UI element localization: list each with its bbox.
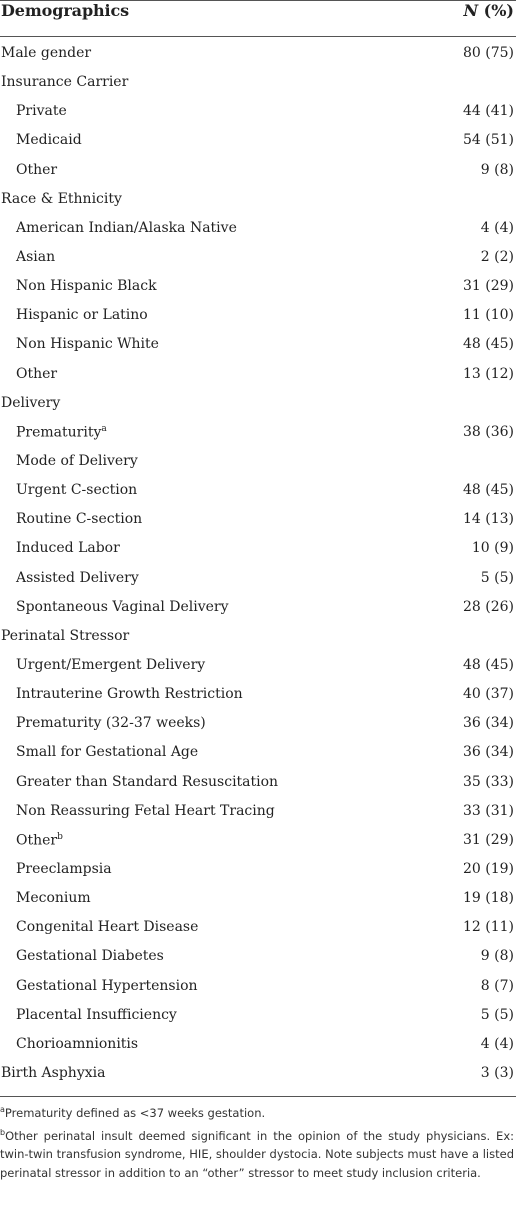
header-demographics: Demographics: [1, 1, 130, 20]
table-row: [0, 96, 516, 125]
row-label: [1, 395, 60, 411]
table-body: [0, 38, 516, 1087]
table-row: [0, 359, 516, 388]
row-label-text: Other: [16, 365, 58, 382]
row-label: [16, 599, 229, 615]
table-row: [0, 825, 516, 854]
row-label-text: Medicaid: [16, 132, 82, 149]
row-label-text: Non Reassuring Fetal Heart Tracing: [16, 802, 275, 819]
row-label: [16, 570, 139, 586]
row-label-text: Meconium: [16, 890, 91, 907]
row-label: [16, 336, 159, 352]
footnote-a-mark: a: [0, 1105, 5, 1114]
row-value: 8 (7): [480, 977, 514, 994]
row-label: [16, 832, 63, 849]
table-row: [0, 242, 516, 271]
row-value: 48 (45): [462, 336, 514, 353]
row-label-text: Insurance Carrier: [1, 74, 129, 91]
header-n-percent: [463, 1, 514, 20]
table-row: [0, 1029, 516, 1058]
table-row: [0, 971, 516, 1000]
row-label: [16, 278, 157, 294]
table-row: [0, 912, 516, 941]
row-value: 40 (37): [462, 686, 514, 703]
row-label-text: Non Hispanic White: [16, 336, 159, 353]
row-label: [16, 1007, 177, 1023]
row-label: [16, 715, 206, 731]
row-label: [16, 162, 57, 178]
table-row: [0, 504, 516, 533]
table-row: [0, 592, 516, 621]
row-label: [16, 1036, 138, 1052]
row-value: 28 (26): [462, 598, 514, 615]
row-label: [16, 744, 198, 760]
row-label: [1, 1065, 105, 1081]
row-value: 33 (31): [462, 802, 514, 819]
row-value: 36 (34): [462, 715, 514, 732]
row-value: 14 (13): [462, 511, 514, 528]
row-label-text: Asian: [16, 248, 56, 265]
table-row: [0, 1000, 516, 1029]
row-label-text: Hispanic or Latino: [16, 307, 148, 324]
row-value: 3 (3): [480, 1064, 514, 1081]
row-value: 38 (36): [462, 423, 514, 440]
row-value: 35 (33): [462, 773, 514, 790]
row-value: 9 (8): [480, 948, 514, 965]
table-row: [0, 854, 516, 883]
row-label-text: Non Hispanic Black: [16, 278, 157, 295]
row-value: 36 (34): [462, 744, 514, 761]
row-value: 31 (29): [462, 831, 514, 848]
row-label-text: Mode of Delivery: [16, 452, 138, 469]
table-row: [0, 708, 516, 737]
footnote-b: [0, 1124, 514, 1182]
footnote-a: [0, 1101, 514, 1122]
row-label: [1, 628, 129, 644]
row-value: 54 (51): [462, 132, 514, 149]
row-label: [16, 774, 278, 790]
footnote-a-text: Prematurity defined as <37 weeks gestation.: [4, 1105, 266, 1120]
row-label-text: Congenital Heart Disease: [16, 919, 199, 936]
table-row: [0, 67, 516, 96]
row-label: [16, 482, 137, 498]
table-row: [0, 475, 516, 504]
row-label: [16, 103, 67, 119]
row-label: [16, 511, 142, 527]
row-label-text: Preeclampsia: [16, 860, 112, 877]
table-row: [0, 650, 516, 679]
row-value: 48 (45): [462, 656, 514, 673]
row-label: [1, 74, 128, 90]
row-label-text: Other: [16, 161, 58, 178]
row-label: [16, 686, 243, 702]
row-value: 20 (19): [462, 860, 514, 877]
row-label-text: Routine C-section: [16, 511, 143, 528]
row-label-text: Small for Gestational Age: [16, 744, 199, 761]
table-bottom-rule: [0, 1096, 516, 1097]
row-label: [16, 132, 82, 148]
row-label-text: Assisted Delivery: [16, 569, 139, 586]
header-rule: [0, 36, 516, 37]
row-label-text: Placental Insufficiency: [16, 1006, 177, 1023]
row-label-text: Race & Ethnicity: [1, 190, 122, 207]
row-label: [16, 220, 237, 236]
table-row: [0, 300, 516, 329]
row-label: [16, 366, 57, 382]
table-row: [0, 767, 516, 796]
table-row: [0, 417, 516, 446]
table-row: [0, 1058, 516, 1087]
table-header: [0, 0, 516, 36]
table-row: [0, 621, 516, 650]
row-label: [16, 424, 107, 441]
row-label-text: Greater than Standard Resuscitation: [16, 773, 279, 790]
table-row: [0, 271, 516, 300]
row-label: [1, 191, 122, 207]
row-label-text: Chorioamnionitis: [16, 1035, 139, 1052]
header-n: N: [463, 1, 479, 20]
footnote-b-mark: b: [0, 1128, 6, 1137]
table-row: [0, 563, 516, 592]
table-row: [0, 883, 516, 912]
row-label-text: American Indian/Alaska Native: [16, 219, 237, 236]
header-percent: (%): [478, 1, 514, 20]
row-value: 10 (9): [471, 540, 514, 557]
row-label-text: Gestational Hypertension: [16, 977, 198, 994]
table-row: [0, 38, 516, 67]
row-label-text: Birth Asphyxia: [1, 1064, 106, 1081]
row-footnote-mark: b: [57, 831, 63, 842]
row-label-text: Induced Labor: [16, 540, 120, 557]
table-row: [0, 533, 516, 562]
row-value: 19 (18): [462, 890, 514, 907]
row-value: 5 (5): [480, 1006, 514, 1023]
row-label: [16, 890, 91, 906]
row-value: 4 (4): [480, 219, 514, 236]
row-label: [16, 803, 275, 819]
row-value: 2 (2): [480, 248, 514, 265]
footnote-b-text: Other perinatal insult deemed significant in the opinion of the study physicians. Ex: twin-twin transfusion syndrome, HIE, shoulder dystocia. Note subjects must have a listed perinatal stressor in addition to an “other” stressor to meet study inclusion criteria.: [0, 1128, 514, 1180]
table-row: [0, 388, 516, 417]
row-label-text: Spontaneous Vaginal Delivery: [16, 598, 229, 615]
row-value: 13 (12): [462, 365, 514, 382]
table-row: [0, 446, 516, 475]
row-label-text: Gestational Diabetes: [16, 948, 164, 965]
row-value: 48 (45): [462, 482, 514, 499]
row-value: 9 (8): [480, 161, 514, 178]
row-label: [16, 540, 120, 556]
row-label-text: Other: [16, 832, 58, 849]
row-value: 5 (5): [480, 569, 514, 586]
table-row: [0, 184, 516, 213]
table-row: [0, 125, 516, 154]
row-footnote-mark: a: [101, 423, 107, 434]
row-label: [16, 249, 55, 265]
row-label: [16, 861, 112, 877]
row-label-text: Delivery: [1, 394, 61, 411]
row-label-text: Prematurity (32-37 weeks): [16, 715, 206, 732]
row-label: [16, 657, 205, 673]
table-row: [0, 329, 516, 358]
row-label-text: Male gender: [1, 45, 92, 61]
row-label: [1, 45, 91, 61]
row-label: [16, 307, 148, 323]
row-label-text: Urgent/Emergent Delivery: [16, 656, 206, 673]
row-label: [16, 453, 138, 469]
row-label: [16, 919, 198, 935]
row-label-text: Private: [16, 103, 67, 120]
row-label: [16, 948, 164, 964]
row-label-text: Urgent C-section: [16, 482, 138, 499]
row-label: [16, 978, 198, 994]
row-value: 11 (10): [462, 307, 514, 324]
row-value: 44 (41): [462, 103, 514, 120]
row-value: 12 (11): [462, 919, 514, 936]
row-label-text: Perinatal Stressor: [1, 627, 130, 644]
row-value: 31 (29): [462, 278, 514, 295]
table-row: [0, 679, 516, 708]
row-label-text: Prematurity: [16, 424, 102, 441]
table-row: [0, 213, 516, 242]
table-row: [0, 737, 516, 766]
row-label-text: Intrauterine Growth Restriction: [16, 686, 243, 703]
table-row: [0, 796, 516, 825]
table-row: [0, 941, 516, 970]
table-row: [0, 155, 516, 184]
row-value: 80 (75): [462, 45, 514, 61]
row-value: 4 (4): [480, 1035, 514, 1052]
